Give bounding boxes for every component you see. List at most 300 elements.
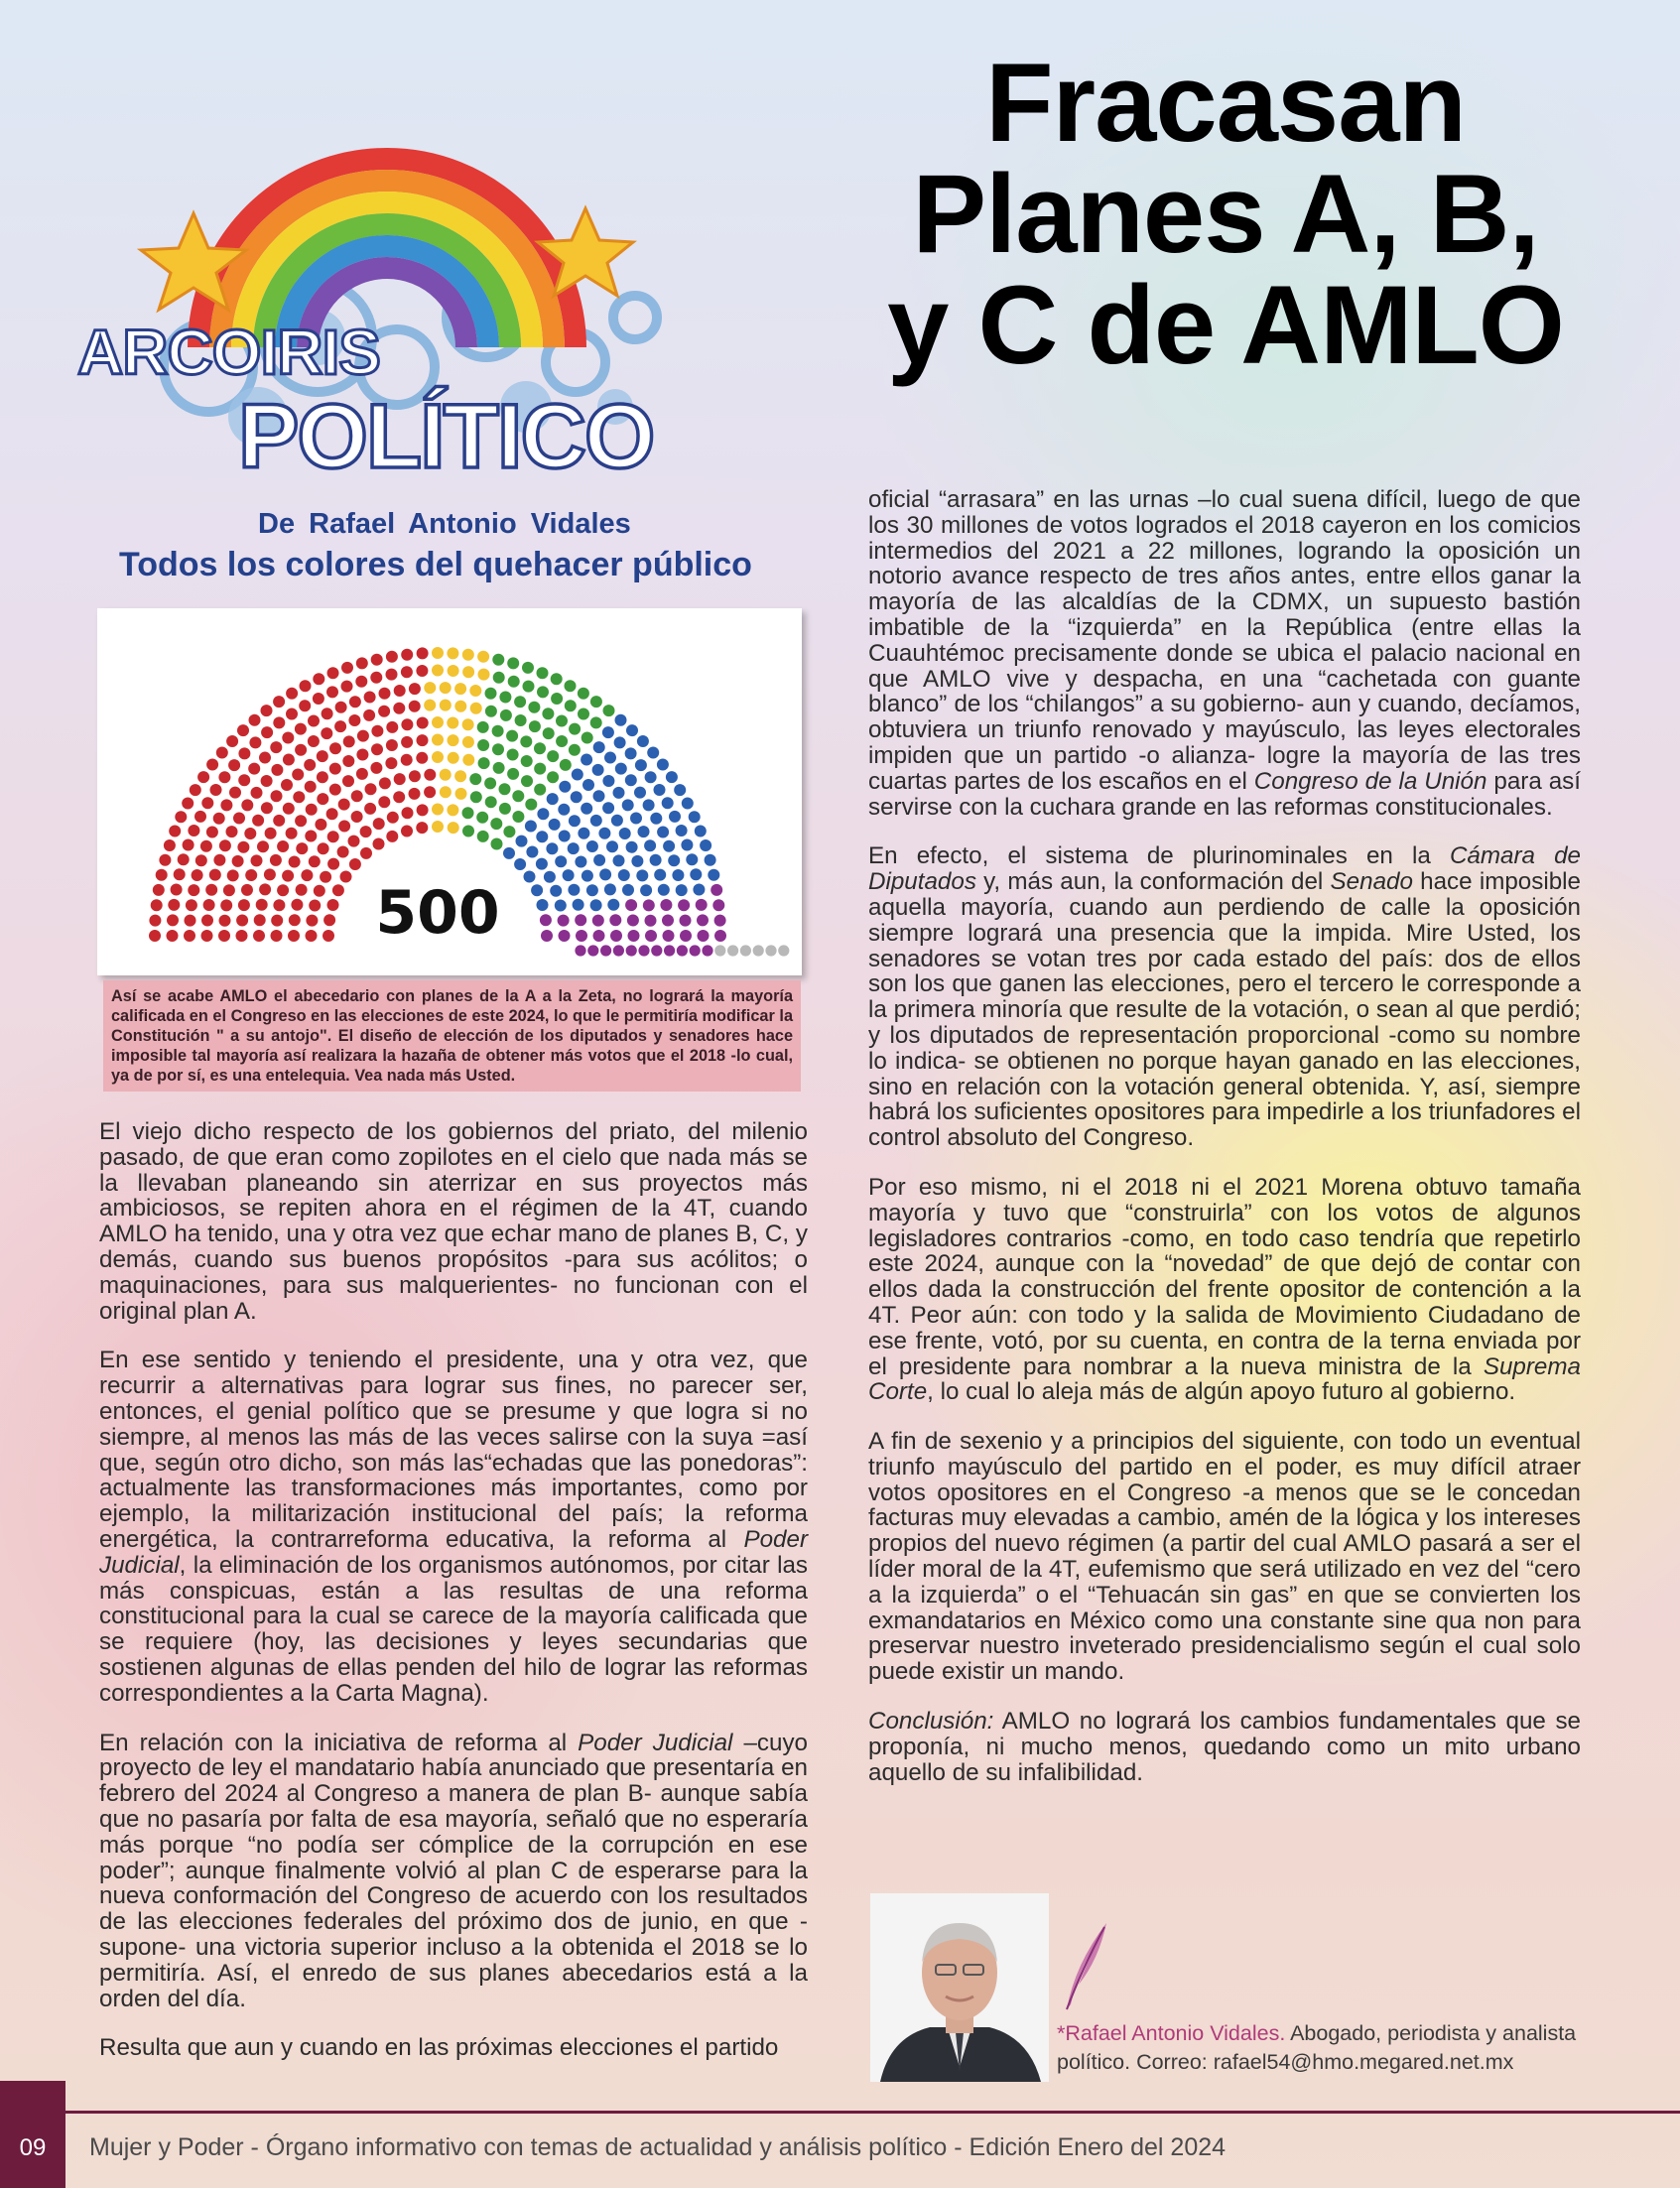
parliament-seat: [394, 685, 406, 697]
parliament-seat: [606, 840, 618, 852]
parliament-seat: [537, 686, 549, 698]
parliament-seat: [618, 869, 630, 881]
parliament-seat: [220, 799, 232, 811]
parliament-seat: [478, 669, 490, 681]
parliament-seat: [611, 815, 623, 827]
parliament-seat: [349, 696, 361, 708]
parliament-seat: [164, 839, 176, 851]
parliament-seat: [315, 819, 326, 831]
parliament-seat: [326, 808, 338, 820]
parliament-seat: [485, 706, 497, 717]
parliament-seat: [447, 717, 458, 729]
parliament-seat: [493, 762, 505, 774]
parliament-seat: [364, 803, 376, 815]
parliament-seat: [351, 790, 363, 802]
parliament-seat: [454, 770, 466, 782]
parliament-seat: [432, 751, 444, 763]
parliament-seat: [326, 686, 338, 698]
parliament-seat: [251, 787, 263, 799]
parliament-seat: [477, 721, 489, 733]
parliament-seat: [259, 752, 271, 764]
parliament-seat: [448, 665, 459, 677]
parliament-seat: [432, 821, 444, 833]
parliament-seat: [610, 930, 622, 942]
column-byline: De Rafael Antonio Vidales: [258, 508, 631, 540]
parliament-seat: [484, 777, 496, 789]
parliament-seat: [593, 854, 605, 866]
parliament-seat: [216, 747, 228, 759]
parliament-seat: [582, 732, 593, 744]
parliament-seat: [476, 812, 488, 824]
parliament-seat: [625, 899, 637, 911]
parliament-seat: [619, 828, 631, 839]
parliament-seat: [507, 657, 519, 669]
parliament-seat: [334, 720, 346, 732]
parliament-seat: [700, 839, 711, 851]
parliament-seat: [363, 709, 375, 721]
parliament-seat: [592, 915, 604, 927]
parliament-seat: [556, 735, 568, 747]
parliament-seat: [343, 735, 355, 747]
parliament-seat: [547, 793, 559, 805]
parliament-seat: [676, 825, 688, 837]
parliament-seat: [322, 708, 333, 719]
parliament-seat: [356, 749, 368, 761]
parliament-seat: [213, 813, 225, 825]
parliament-seat: [625, 747, 637, 759]
parliament-seat: [370, 762, 382, 774]
parliament-seat: [680, 915, 692, 927]
parliament-seat: [185, 915, 196, 927]
parliament-seat: [626, 841, 638, 853]
parliament-seat: [159, 854, 171, 866]
parliament-seat: [455, 788, 467, 800]
parliament-seat: [693, 884, 705, 896]
parliament-seat: [491, 838, 503, 850]
parliament-seat: [283, 803, 295, 815]
parliament-seat: [283, 754, 295, 766]
parliament-seat: [393, 791, 405, 803]
parliament-seat: [342, 775, 354, 787]
parliament-seat: [417, 717, 429, 729]
parliament-seat: [201, 915, 213, 927]
parliament-seat: [559, 930, 571, 942]
parliament-seat: [540, 914, 552, 926]
parliament-seat: [386, 831, 398, 842]
parliament-seat: [657, 827, 669, 838]
parliament-seat: [470, 703, 482, 714]
parliament-seat: [571, 791, 582, 803]
parliament-seat: [586, 884, 598, 896]
parliament-seat: [602, 726, 614, 738]
parliament-seat: [537, 667, 549, 679]
parliament-seat: [581, 803, 592, 815]
parliament-seat: [424, 786, 436, 798]
parliament-seat: [666, 771, 678, 783]
parliament-seat: [169, 826, 181, 837]
parliament-seat: [314, 885, 325, 897]
parliament-seat: [378, 796, 390, 808]
parliament-seat: [313, 673, 324, 685]
parliament-seat: [590, 899, 602, 911]
parliament-seat: [503, 847, 515, 859]
parliament-seat: [663, 840, 675, 852]
parliament-seat: [356, 768, 368, 780]
parliament-seat: [238, 747, 250, 759]
parliament-seat: [241, 884, 253, 896]
parliament-seat: [555, 855, 567, 867]
parliament-seat: [492, 743, 504, 755]
parliament-seat: [593, 790, 605, 802]
parliament-seat: [409, 770, 421, 782]
parliament-seat: [416, 822, 428, 834]
parliament-seat: [575, 914, 586, 926]
figure-caption: Así se acabe AMLO el abecedario con planes de la A a la Zeta, no logrará la mayoría calificada en el Congreso en las elecciones de este 2024, lo que le permitiría modificar la Constitución " a su antojo". El diseño de elección de los diputados y senadores hace imposible tal mayoría así realizara la hazaña de obtener más votos que el 2018 -lo cual, ya de por sí, es una entelequia. Vea nada más Usted.: [103, 980, 801, 1092]
parliament-seat: [681, 839, 693, 851]
parliament-seat: [622, 799, 634, 811]
footer-divider: [0, 2111, 1680, 2114]
parliament-seat: [582, 870, 593, 882]
parliament-seat: [149, 930, 161, 942]
parliament-seat: [249, 736, 261, 748]
parliament-seat: [507, 768, 519, 780]
parliament-seat: [341, 662, 353, 674]
parliament-seat: [417, 804, 429, 816]
parliament-seat: [727, 945, 738, 956]
parliament-seat: [192, 869, 203, 881]
parliament-seat: [635, 759, 647, 771]
parliament-seat: [604, 883, 616, 895]
parliament-seat: [578, 688, 589, 700]
parliament-seat: [660, 899, 672, 911]
parliament-seat: [462, 826, 474, 837]
parliament-seat: [558, 915, 570, 927]
parliament-seat: [417, 734, 429, 746]
article-paragraph: Resulta que aun y cuando en las próximas elecciones el partido: [99, 2034, 779, 2062]
parliament-seat: [261, 726, 273, 738]
parliament-seat: [223, 884, 235, 896]
parliament-seat: [401, 736, 413, 748]
parliament-seat: [219, 839, 231, 851]
parliament-seat: [175, 811, 187, 823]
parliament-seat: [373, 838, 385, 850]
parliament-seat: [432, 804, 444, 816]
parliament-seat: [227, 869, 239, 881]
parliament-seat: [490, 818, 502, 830]
parliament-seat: [226, 735, 238, 747]
parliament-seat: [492, 654, 504, 666]
brand-line-politico: POLÍTICO: [238, 386, 654, 487]
parliament-seat: [270, 854, 282, 866]
parliament-seat: [286, 688, 298, 700]
parliament-seat: [702, 945, 712, 956]
parliament-seat: [256, 899, 268, 911]
parliament-seat: [634, 787, 646, 799]
article-paragraph: Por eso mismo, ni el 2018 ni el 2021 Morena obtuvo tamaña mayoría y tuvo que “construirla” con los votos de algunos legisladores contrarios -como, en todo caso tendría que repetirlo este 2024, aunque con la “novedad” de que dejó de contar con ellos dada la construcción del frente opositor de contención a la 4T. Peor aún: con todo y la salida de Movimiento Ciudadano de ese frente, votó, por su cuenta, en contra de la terna enviada por el presidente para nombrar a la nueva ministra de la Suprema Corte, lo cual lo aleja más de algún apoyo futuro al gobierno.: [868, 1173, 1581, 1406]
parliament-seat: [308, 735, 320, 747]
parliament-seat: [317, 793, 328, 805]
parliament-seat: [569, 744, 581, 756]
parliament-seat: [313, 693, 324, 705]
parliament-seat: [499, 803, 511, 815]
parliament-seat: [373, 818, 385, 830]
parliament-seat: [249, 714, 261, 726]
parliament-seat: [672, 869, 684, 881]
parliament-seat: [237, 841, 249, 853]
parliament-seat: [337, 846, 349, 858]
parliament-seat: [602, 802, 614, 814]
parliament-seat: [615, 763, 627, 775]
parliament-seat: [209, 869, 221, 881]
parliament-seat: [293, 791, 305, 803]
parliament-seat: [676, 884, 688, 896]
parliament-seat: [360, 847, 372, 859]
article-paragraph: En ese sentido y teniendo el presidente, una y otra vez, que recurrir a alternativas para lograr sus fines, no parecer ser, entonces, el genial político que se presume y que logra si no siempre, al menos las más de las veces salirse con la suya =así que, según otro dicho, son más las“echadas que las ponedoras”: actualmente las transformaciones más importantes, como por ejemplo, la militarización institucional del país; la reforma energética, la contrarreforma educativa, la reforma al Poder Judicial, la eliminación de los organismos autónomos, por citar las más conspicuas, están a las resultas de una reforma constitucional para la cual se carece de la mayoría calificada que se requiere (hoy, las decisiones y leyes secundarias que sostienen algunas de ellas penden del hilo de lograr las reformas correspondientes a la Carta Magna).: [99, 1347, 808, 1707]
parliament-seat: [401, 649, 413, 661]
parliament-seat: [590, 716, 602, 728]
parliament-seat: [581, 754, 592, 766]
parliament-seat: [296, 842, 308, 854]
parliament-seat: [265, 828, 277, 839]
parliament-seat: [416, 665, 428, 677]
parliament-seat: [462, 736, 474, 748]
parliament-seat: [499, 783, 511, 795]
parliament-seat: [534, 784, 546, 796]
parliament-seat: [523, 681, 535, 693]
parliament-seat: [273, 696, 285, 708]
parliament-seat: [273, 716, 285, 728]
parliament-seat: [226, 826, 238, 837]
parliament-seat: [714, 930, 726, 942]
parliament-seat: [696, 899, 708, 911]
parliament-seat: [338, 821, 350, 833]
parliament-seat: [335, 702, 347, 713]
parliament-seat: [712, 899, 724, 911]
parliament-seat: [514, 858, 526, 870]
parliament-seat: [572, 769, 583, 781]
parliament-seat: [236, 915, 248, 927]
parliament-seat: [682, 798, 694, 810]
parliament-seat: [578, 708, 589, 720]
parliament-seat: [638, 945, 649, 956]
parliament-seat: [547, 750, 559, 762]
parliament-seat: [305, 831, 317, 842]
parliament-seat: [371, 654, 383, 666]
parliament-seat: [507, 749, 519, 761]
parliament-seat: [500, 709, 512, 721]
parliament-seat: [663, 930, 675, 942]
headline-line: Planes A, B,: [912, 152, 1539, 276]
parliament-seat: [677, 945, 688, 956]
parliament-seat: [308, 715, 320, 727]
parliament-seat: [664, 945, 675, 956]
parliament-seat: [593, 741, 605, 753]
headline-line: Fracasan: [985, 41, 1466, 165]
parliament-seat: [547, 771, 559, 783]
parliament-seat: [327, 899, 339, 911]
parliament-seat: [546, 842, 558, 854]
parliament-seat: [190, 784, 201, 796]
parliament-seat: [609, 914, 621, 926]
parliament-seat: [575, 945, 585, 956]
seat-total-label: 500: [375, 878, 500, 948]
parliament-seat: [424, 769, 436, 781]
parliament-seat: [329, 763, 341, 775]
parliament-seat: [654, 784, 666, 796]
parliament-seat: [401, 666, 413, 678]
parliament-seat: [447, 647, 458, 659]
parliament-seat: [528, 702, 540, 713]
parliament-seat: [186, 899, 197, 911]
parliament-seat: [628, 930, 640, 942]
parliament-seat: [529, 720, 541, 732]
parliament-seat: [469, 773, 481, 785]
parliament-seat: [542, 708, 554, 719]
parliament-seat: [622, 884, 634, 896]
author-bio: *Rafael Antonio Vidales. Abogado, periodista y analista político. Correo: rafael54@hmo.megared.net.mx: [1057, 2021, 1577, 2074]
parliament-seat: [555, 900, 567, 912]
parliament-seat: [300, 680, 312, 692]
parliament-seat: [348, 836, 360, 847]
parliament-seat: [365, 783, 377, 795]
article-headline: [814, 41, 1637, 387]
parliament-seat: [695, 826, 707, 837]
parliament-seat: [551, 673, 563, 685]
parliament-seat: [537, 899, 549, 911]
parliament-seat: [638, 826, 650, 837]
parliament-seat: [206, 759, 218, 771]
parliament-seat: [740, 945, 751, 956]
parliament-seat: [379, 777, 391, 789]
parliament-seat: [607, 899, 619, 911]
parliament-seat: [534, 742, 546, 754]
parliament-seat: [229, 787, 241, 799]
parliament-seat: [385, 757, 397, 769]
parliament-seat: [525, 821, 537, 833]
parliament-seat: [531, 884, 543, 896]
parliament-seat: [643, 899, 655, 911]
parliament-seat: [590, 696, 602, 708]
parliament-seat: [690, 945, 701, 956]
parliament-seat: [462, 754, 474, 766]
parliament-seat: [493, 672, 505, 684]
parliament-seat: [625, 774, 637, 786]
parliament-seat: [714, 945, 725, 956]
parliament-seat: [241, 799, 253, 811]
parliament-seat: [645, 930, 657, 942]
parliament-seat: [469, 685, 481, 697]
parliament-seat: [386, 669, 398, 681]
parliament-seat: [525, 799, 537, 811]
parliament-seat: [401, 826, 413, 837]
parliament-seat: [167, 914, 179, 926]
parliament-seat: [304, 759, 316, 771]
article-paragraph: Conclusión: AMLO no logrará los cambios fundamentales que se proponía, ni mucho menos, quedando como un mito urbano aquello de su infalibilidad.: [868, 1708, 1581, 1786]
parliament-seat: [454, 701, 466, 712]
parliament-seat: [645, 915, 657, 927]
parliament-seat: [499, 692, 511, 704]
parliament-seat: [220, 899, 232, 911]
column-tagline: Todos los colores del quehacer público: [119, 546, 752, 583]
parliament-seat: [662, 797, 674, 809]
parliament-seat: [765, 945, 776, 956]
parliament-seat-diagram: [97, 608, 802, 975]
parliament-seat: [213, 854, 225, 866]
parliament-seat: [289, 914, 301, 926]
article-column-left: [99, 1119, 808, 2085]
parliament-seat: [705, 854, 716, 866]
parliament-seat: [568, 884, 580, 896]
parliament-seat: [299, 700, 311, 711]
parliament-seat: [360, 826, 372, 837]
parliament-seat: [378, 706, 390, 717]
parliament-seat: [184, 930, 195, 942]
parliament-seat: [503, 826, 515, 837]
parliament-seat: [674, 784, 686, 796]
parliament-seat: [238, 899, 250, 911]
parliament-seat: [614, 736, 626, 748]
parliament-seat: [205, 884, 217, 896]
parliament-seat: [401, 754, 413, 766]
parliament-seat: [697, 914, 709, 926]
parliament-seat: [236, 930, 248, 942]
parliament-seat: [440, 769, 452, 781]
parliament-seat: [536, 858, 548, 870]
parliament-seat: [558, 804, 570, 816]
parliament-seat: [355, 676, 367, 688]
parliament-seat: [537, 808, 549, 820]
article-paragraph: En relación con la iniciativa de reforma al Poder Judicial –cuyo proyecto de ley el mandatario había anunciado que presentaría en febrero del 2024 al Congreso a manera de plan B- aunque sabía que no pasaría por falta de esa mayoría, señaló que no esperaría más porque “no podía ser cómplice de la corrupción en ese poder”; aunque finalmente volvió al plan C de esperarse para la nueva conformación del Congreso de acuerdo con los resultados de las elecciones federales del próximo dos de junio, en que -supone- una victoria superior incluso a la obtenida el 2018 se lo permitiría. Así, el enredo de sus planes abecedarios está a la orden del día.: [99, 1729, 808, 2012]
parliament-seat: [602, 775, 614, 787]
parliament-seat: [273, 899, 285, 911]
parliament-seat: [689, 811, 701, 823]
parliament-seat: [592, 764, 604, 776]
parliament-seat: [485, 688, 497, 700]
parliament-seat: [329, 742, 341, 754]
parliament-seat: [261, 775, 273, 787]
headline-line: y C de AMLO: [887, 263, 1564, 387]
parliament-seat: [478, 757, 490, 769]
parliament-seat: [264, 868, 276, 880]
parliament-seat: [351, 811, 363, 823]
author-photo: [870, 1893, 1049, 2082]
parliament-seat: [568, 842, 580, 854]
parliament-seat: [309, 855, 321, 867]
parliament-seat: [364, 692, 376, 704]
parliament-seat: [714, 915, 726, 927]
parliament-seat: [615, 714, 627, 726]
parliament-seat: [178, 853, 190, 865]
author-name: *Rafael Antonio Vidales.: [1057, 2021, 1286, 2045]
parliament-seat: [575, 856, 586, 868]
parliament-seat: [252, 815, 264, 827]
parliament-seat: [644, 839, 656, 851]
parliament-seat: [409, 683, 421, 695]
parliament-seat: [556, 715, 568, 727]
parliament-seat: [210, 784, 222, 796]
parliament-seat: [174, 868, 186, 880]
parliament-seat: [237, 724, 249, 736]
parliament-seat: [506, 730, 518, 742]
parliament-seat: [613, 787, 625, 799]
parliament-seat: [323, 914, 335, 926]
parliament-seat: [296, 884, 308, 896]
parliament-seat: [402, 807, 414, 819]
parliament-seat: [424, 700, 436, 711]
parliament-seat: [323, 930, 334, 942]
parliament-seat: [168, 899, 180, 911]
parliament-seat: [462, 807, 474, 819]
